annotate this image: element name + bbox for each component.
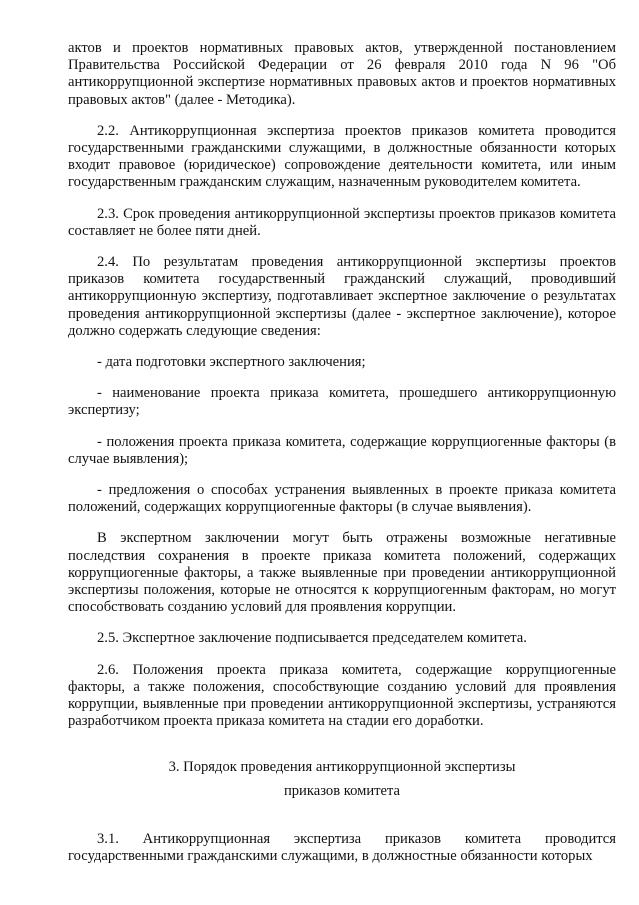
document-page: [68, 40, 616, 879]
paragraph-2-6: 2.6. Положения проекта приказа комитета, содержащие коррупциогенные факторы, а также положения, способствующие созданию условий для проявления коррупции, выявленные при проведении антикоррупционной экспертизы, устраняются разработчиком проекта приказа комитета на стадии его доработки.: [68, 661, 616, 730]
section-heading-line-2: приказов комитета: [283, 782, 401, 799]
paragraph-2-3: 2.3. Срок проведения антикоррупционной экспертизы проектов приказов комитета составляет не более пяти дней.: [68, 205, 616, 239]
paragraph-2-5: 2.5. Экспертное заключение подписывается председателем комитета.: [97, 630, 527, 647]
section-heading: [68, 755, 616, 803]
paragraph-methodology-continuation: актов и проектов нормативных правовых актов, утвержденной постановлением Правительства Российской Федерации от 26 февраля 2010 года N 96 "Об антикоррупционной экспертизе нормативных правовых актов и проектов нормативных правовых актов" (далее - Методика).: [68, 40, 616, 108]
list-item-date: - дата подготовки экспертного заключения;: [97, 354, 366, 371]
list-item-proposals: - предложения о способах устранения выявленных в проекте приказа комитета положений, содержащих коррупциогенные факторы (в случае выявления).: [68, 482, 616, 516]
list-item-project-name: - наименование проекта приказа комитета, прошедшего антикоррупционную экспертизу;: [68, 385, 616, 419]
paragraph-negative-consequences: В экспертном заключении могут быть отражены возможные негативные последствия сохранения в проекте приказа комитета положений, содержащих коррупциогенные факторы, а также выявленные при проведении антикоррупционной экспертизы положения, которые не относятся к коррупциогенным факторам, но могут способствовать созданию условий для проявления коррупции.: [68, 530, 616, 616]
paragraph-3-1: 3.1. Антикоррупционная экспертиза приказов комитета проводится государственными гражданскими служащими, в должностные обязанности которых: [68, 830, 616, 864]
list-item-provisions: - положения проекта приказа комитета, содержащие коррупциогенные факторы (в случае выявления);: [68, 433, 616, 467]
paragraph-2-2: 2.2. Антикоррупционная экспертиза проектов приказов комитета проводится государственными гражданскими служащими, в должностные обязанности которых входит правовое (юридическое) сопровождение деятельности комитета, или иным государственным гражданским служащим, назначенным руководителем комитета.: [68, 122, 616, 191]
paragraph-2-4: 2.4. По результатам проведения антикоррупционной экспертизы проектов приказов комитета государственный гражданский служащий, проводивший антикоррупционную экспертизу, подготавливает экспертное заключение о результатах проведения антикоррупционной экспертизы (далее - экспертное заключение), которое должно содержать следующие сведения:: [68, 254, 616, 339]
section-heading-line-1: 3. Порядок проведения антикоррупционной экспертизы: [168, 758, 516, 775]
